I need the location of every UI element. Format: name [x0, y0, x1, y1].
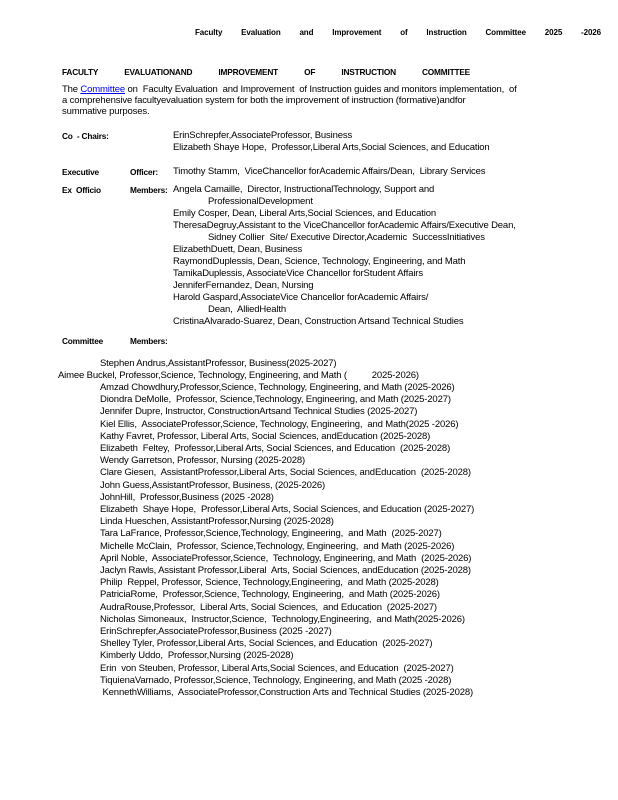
member-entry: Amzad Chowdhury,Professor,Science, Technology, Engineering, and Math (2025-2026) [100, 382, 455, 394]
co-chair-entry: ErinSchrepfer,AssociateProfessor, Business [173, 129, 353, 141]
co-chairs-entries [173, 130, 618, 154]
member-entry: Kimberly Uddo, Professor,Nursing (2025-2028) [100, 650, 294, 662]
ex-officio-entry: Harold Gaspard,AssociateVice Chancellor forAcademic Affairs/ [173, 291, 429, 303]
ex-officio-label-word1: Ex Officio [62, 184, 101, 195]
member-entry: Michelle McClain, Professor, Science,Technology, Engineering, and Math (2025-2026) [100, 540, 455, 552]
ex-officio-entry: ElizabethDuett, Dean, Business [173, 243, 303, 255]
executive-officer-label-word2: Officer: [130, 166, 158, 177]
ex-officio-entries [173, 184, 618, 328]
ex-officio-entry: Emily Cosper, Dean, Liberal Arts,Social Sciences, and Education [173, 207, 437, 219]
member-entry: Nicholas Simoneaux, Instructor,Science, Technology,Engineering, and Math(2025-2026) [100, 613, 465, 625]
member-entry: Diondra DeMolle, Professor, Science,Technology, Engineering, and Math (2025-2027) [100, 394, 451, 406]
executive-officer-entries [173, 166, 618, 178]
ex-officio-entry: TheresaDegruy,Assistant to the ViceChancellor forAcademic Affairs/Executive Dean, [173, 219, 516, 231]
ex-officio-entry: TamikaDuplessis, AssociateVice Chancellor forStudent Affairs [173, 267, 423, 279]
member-entry: Elizabeth Shaye Hope, Professor,Liberal Arts, Social Sciences, and Education (2025-2027) [100, 504, 475, 516]
ex-officio-entry: CristinaAlvarado-Suarez, Dean, Construction Artsand Technical Studies [173, 315, 464, 327]
executive-officer-entry: Timothy Stamm, ViceChancellor forAcademic Affairs/Dean, Library Services [173, 165, 486, 177]
member-entry: TiquienaVarnado, Professor,Science, Technology, Engineering, and Math (2025 -2028) [100, 674, 452, 686]
executive-officer-label [62, 166, 173, 178]
running-head: Faculty Evaluation and Improvement of Instruction Committee 2025 -2026 [195, 28, 601, 37]
intro-paragraph [62, 84, 618, 118]
member-entry: John Guess,AssistantProfessor, Business, (2025-2026) [100, 479, 326, 491]
ex-officio-entry: Angela Camaille, Director, InstructionalTechnology, Support and [173, 183, 435, 195]
ex-officio-label [62, 184, 173, 328]
member-entry: Clare Giesen, AssistantProfessor,Liberal Arts, Social Sciences, andEducation (2025-2028) [100, 467, 471, 479]
intro-line-1 [62, 84, 618, 95]
intro-line-3: summative purposes. [62, 106, 150, 118]
ex-officio-row [0, 184, 618, 328]
member-entry: ErinSchrepfer,AssociateProfessor,Business (2025 -2027) [100, 626, 332, 638]
committee-link[interactable]: Committee [80, 84, 125, 95]
ex-officio-entry: JenniferFernandez, Dean, Nursing [173, 279, 314, 291]
member-entry: Shelley Tyler, Professor,Liberal Arts, Social Sciences, and Education (2025-2027) [100, 638, 433, 650]
ex-officio-entry: RaymondDuplessis, Dean, Science, Technology, Engineering, and Math [173, 255, 466, 267]
member-entry: Kiel Ellis, AssociateProfessor,Science, Technology, Engineering, and Math(2025 -2026) [100, 418, 459, 430]
member-entry: Erin von Steuben, Professor, Liberal Arts,Social Sciences, and Education (2025-2027) [100, 662, 454, 674]
co-chairs-label: Co - Chairs: [62, 130, 109, 141]
committee-members-label-word2: Members: [130, 335, 168, 346]
co-chairs-row [0, 130, 618, 154]
ex-officio-entry-continuation: ProfessionalDevelopment [208, 195, 313, 207]
committee-members-list [0, 358, 618, 700]
member-entry: Linda Hueschen, AssistantProfessor,Nursing (2025-2028) [100, 516, 334, 528]
intro-text-prefix: The [62, 84, 81, 95]
member-entry: Wendy Garretson, Professor, Nursing (2025-2028) [100, 455, 306, 467]
page-title: FACULTY EVALUATIONAND IMPROVEMENT OF INSTRUCTION COMMITTEE [62, 67, 470, 77]
member-entry: Elizabeth Feltey, Professor,Liberal Arts, Social Sciences, and Education (2025-2028) [100, 443, 451, 455]
intro-line-2: a comprehensive facultyevaluation system for both the improvement of instruction (formative)andfor [62, 95, 466, 107]
ex-officio-entry-continuation: Sidney Collier Site/ Executive Director,Academic SuccessInitiatives [208, 231, 485, 243]
member-entry: Stephen Andrus,AssistantProfessor, Business(2025-2027) [100, 357, 337, 369]
member-entry: Aimee Buckel, Professor,Science, Technology, Engineering, and Math ( 2025-2026) [58, 369, 419, 381]
member-entry: Jennifer Dupre, Instructor, ConstructionArtsand Technical Studies (2025-2027) [100, 406, 418, 418]
member-entry: AudraRouse,Professor, Liberal Arts, Social Sciences, and Education (2025-2027) [100, 601, 437, 613]
ex-officio-entry-continuation: Dean, AlliedHealth [208, 303, 286, 315]
ex-officio-label-word2: Members: [130, 184, 168, 195]
member-entry: Jaclyn Rawls, Assistant Professor,Liberal Arts, Social Sciences, andEducation (2025-2028) [100, 565, 471, 577]
executive-officer-label-word1: Executive [62, 166, 99, 177]
member-entry: JohnHill, Professor,Business (2025 -2028) [100, 491, 274, 503]
member-entry: Philip Reppel, Professor, Science, Technology,Engineering, and Math (2025-2028) [100, 577, 439, 589]
member-entry: Tara LaFrance, Professor,Science,Technology, Engineering, and Math (2025-2027) [100, 528, 442, 540]
committee-members-label-word1: Committee [62, 335, 104, 346]
executive-officer-row [0, 166, 618, 178]
intro-text-suffix: on Faculty Evaluation and Improvement of Instruction guides and monitors implementation, of [125, 84, 517, 95]
committee-members-row [0, 335, 618, 347]
committee-members-label [62, 335, 173, 347]
member-entry: April Noble, AssociateProfessor,Science, Technology, Engineering, and Math (2025-2026) [100, 552, 472, 564]
member-entry: PatriciaRome, Professor,Science, Technology, Engineering, and Math (2025-2026) [100, 589, 440, 601]
member-entry: KennethWilliams, AssociateProfessor,Construction Arts and Technical Studies (2025-2028) [100, 687, 474, 699]
member-entry: Kathy Favret, Professor, Liberal Arts, Social Sciences, andEducation (2025-2028) [100, 430, 431, 442]
co-chair-entry: Elizabeth Shaye Hope, Professor,Liberal Arts,Social Sciences, and Education [173, 141, 490, 153]
